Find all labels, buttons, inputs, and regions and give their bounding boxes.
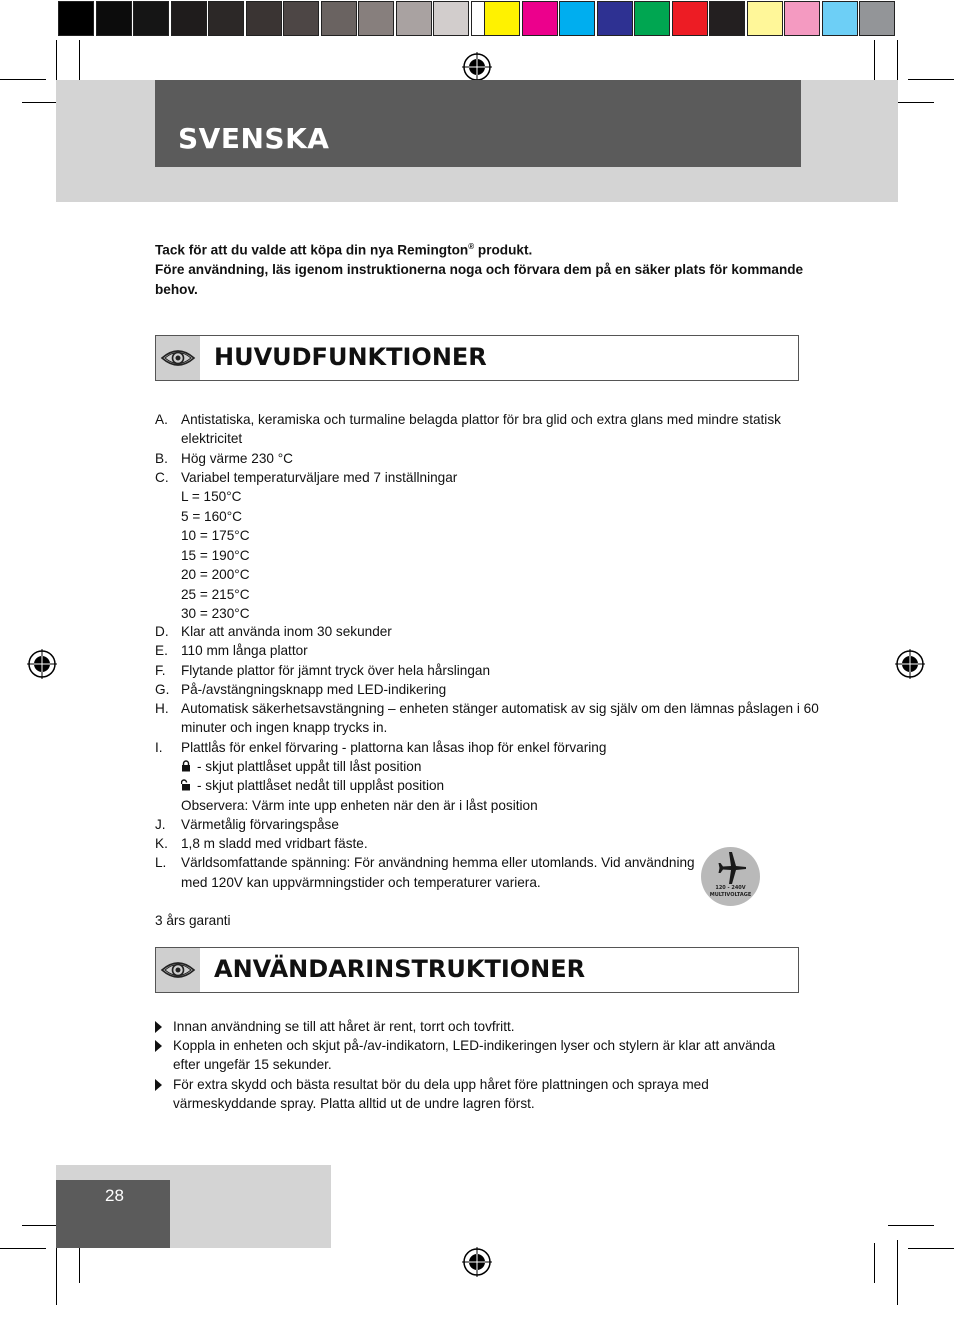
list-text: Antistatiska, keramiska och turmaline belagda plattor för bra glid och extra glans med mindre statisk elektricitet	[181, 412, 781, 447]
temp-setting: 15 = 190°C	[181, 547, 250, 563]
color-swatch	[321, 1, 357, 36]
registration-mark-left	[27, 649, 57, 679]
registered-mark: ®	[468, 242, 475, 251]
bullet-arrow-icon	[155, 1079, 162, 1091]
lock-note-text: Observera: Värm inte upp enheten när den är i låst position	[181, 798, 538, 813]
airplane-icon	[701, 849, 760, 889]
list-text: Hög värme 230 °C	[181, 451, 293, 466]
list-text: 1,8 m sladd med vridbart fäste.	[181, 836, 368, 851]
color-swatch	[634, 1, 670, 36]
list-text: med 120V kan uppvärmningstider och temperaturer variera.	[181, 875, 541, 890]
list-text: Världsomfattande spänning: För användning hemma eller utomlands. Vid användning	[181, 855, 695, 870]
intro-line-2: Före användning, läs igenom instruktionerna noga och förvara dem på en säker plats för kommande behov.	[155, 262, 804, 297]
list-text: Variabel temperaturväljare med 7 inställningar	[181, 470, 458, 485]
color-swatch	[358, 1, 394, 36]
bullet-arrow-icon	[155, 1021, 162, 1033]
registration-mark-bottom	[462, 1247, 492, 1277]
bullet-arrow-icon	[155, 1040, 162, 1052]
color-swatch	[559, 1, 595, 36]
intro-text	[155, 237, 815, 299]
eye-icon	[156, 336, 200, 380]
color-swatch	[522, 1, 558, 36]
section-header-instructions	[155, 947, 799, 993]
color-swatch	[171, 1, 207, 36]
lock-text: - skjut plattlåset uppåt till låst position	[197, 759, 422, 774]
section-title-features: HUVUDFUNKTIONER	[214, 343, 487, 371]
temp-setting: 5 = 160°C	[181, 508, 242, 524]
registration-mark-top	[462, 52, 492, 82]
intro-line-1-end: produkt.	[474, 242, 533, 258]
color-swatch	[822, 1, 858, 36]
list-text: För extra skydd och bästa resultat bör du dela upp håret före plattningen och spraya med värmeskyddande spray. Platta alltid ut de undre lagren först.	[173, 1077, 709, 1112]
list-letter: J.	[155, 817, 166, 832]
color-swatch	[96, 1, 132, 36]
eye-icon	[156, 948, 200, 992]
list-letter: A.	[155, 412, 168, 427]
section-header-features	[155, 335, 799, 381]
temp-setting: 10 = 175°C	[181, 528, 250, 543]
list-text: Innan användning se till att håret är rent, torrt och tovfritt.	[173, 1019, 515, 1034]
page-title: SVENSKA	[178, 122, 330, 155]
warranty-text: 3 års garanti	[155, 913, 231, 928]
color-swatch	[208, 1, 244, 36]
list-text: 110 mm långa plattor	[181, 643, 308, 658]
color-swatch	[672, 1, 708, 36]
color-swatch	[433, 1, 469, 36]
list-letter: H.	[155, 701, 169, 716]
unlock-icon	[181, 779, 191, 791]
color-swatch	[484, 1, 520, 36]
section-title-instructions: ANVÄNDARINSTRUKTIONER	[214, 955, 586, 983]
color-swatch	[747, 1, 783, 36]
list-text: Koppla in enheten och skjut på-/av-indikatorn, LED-indikeringen lyser och stylern är klar att använda efter ungefär 15 sekunder.	[173, 1038, 776, 1073]
multivoltage-badge	[701, 847, 760, 906]
color-swatch	[283, 1, 319, 36]
list-letter: C.	[155, 470, 169, 485]
list-text: På-/avstängningsknapp med LED-indikering	[181, 682, 447, 697]
page-number: 28	[105, 1186, 124, 1205]
color-swatch	[58, 1, 94, 36]
color-swatch	[133, 1, 169, 36]
section-icon-cell	[156, 948, 200, 992]
list-letter: E.	[155, 643, 168, 658]
temp-setting: 30 = 230°C	[181, 606, 250, 621]
registration-mark-right	[895, 649, 925, 679]
list-letter: D.	[155, 624, 169, 639]
color-swatch	[396, 1, 432, 36]
list-letter: L.	[155, 855, 167, 870]
list-text: Automatisk säkerhetsavstängning – enheten stänger automatisk av sig själv om den lämnas påslagen i 60 minuter och ingen knapp trycks in.	[181, 701, 819, 736]
unlock-text: - skjut plattlåset nedåt till upplåst position	[197, 778, 445, 793]
list-text: Plattlås för enkel förvaring - plattorna kan låsas ihop för enkel förvaring	[181, 740, 607, 755]
temp-setting: 25 = 215°C	[181, 586, 250, 602]
color-calibration-strip-left	[58, 1, 508, 38]
list-text: Flytande plattor för jämnt tryck över hela hårslingan	[181, 663, 491, 678]
list-letter: G.	[155, 682, 170, 697]
color-swatch	[597, 1, 633, 36]
intro-line-1: Tack för att du valde att köpa din nya Remington	[155, 242, 469, 258]
list-letter: K.	[155, 836, 168, 851]
badge-voltage: 120 - 240V	[715, 885, 746, 891]
badge-label: MULTIVOLTAGE	[709, 892, 752, 898]
lock-icon	[181, 760, 191, 772]
list-letter: F.	[155, 663, 166, 678]
color-swatch	[784, 1, 820, 36]
color-swatch	[859, 1, 895, 36]
temp-setting: L = 150°C	[181, 489, 242, 504]
color-swatch	[709, 1, 745, 36]
list-letter: B.	[155, 451, 168, 466]
temp-setting: 20 = 200°C	[181, 567, 250, 582]
list-text: Klar att använda inom 30 sekunder	[181, 624, 392, 639]
color-calibration-strip-right	[484, 1, 897, 38]
section-icon-cell	[156, 336, 200, 380]
color-swatch	[246, 1, 282, 36]
list-text: Värmetålig förvaringspåse	[181, 817, 339, 832]
list-letter: I.	[155, 740, 163, 755]
